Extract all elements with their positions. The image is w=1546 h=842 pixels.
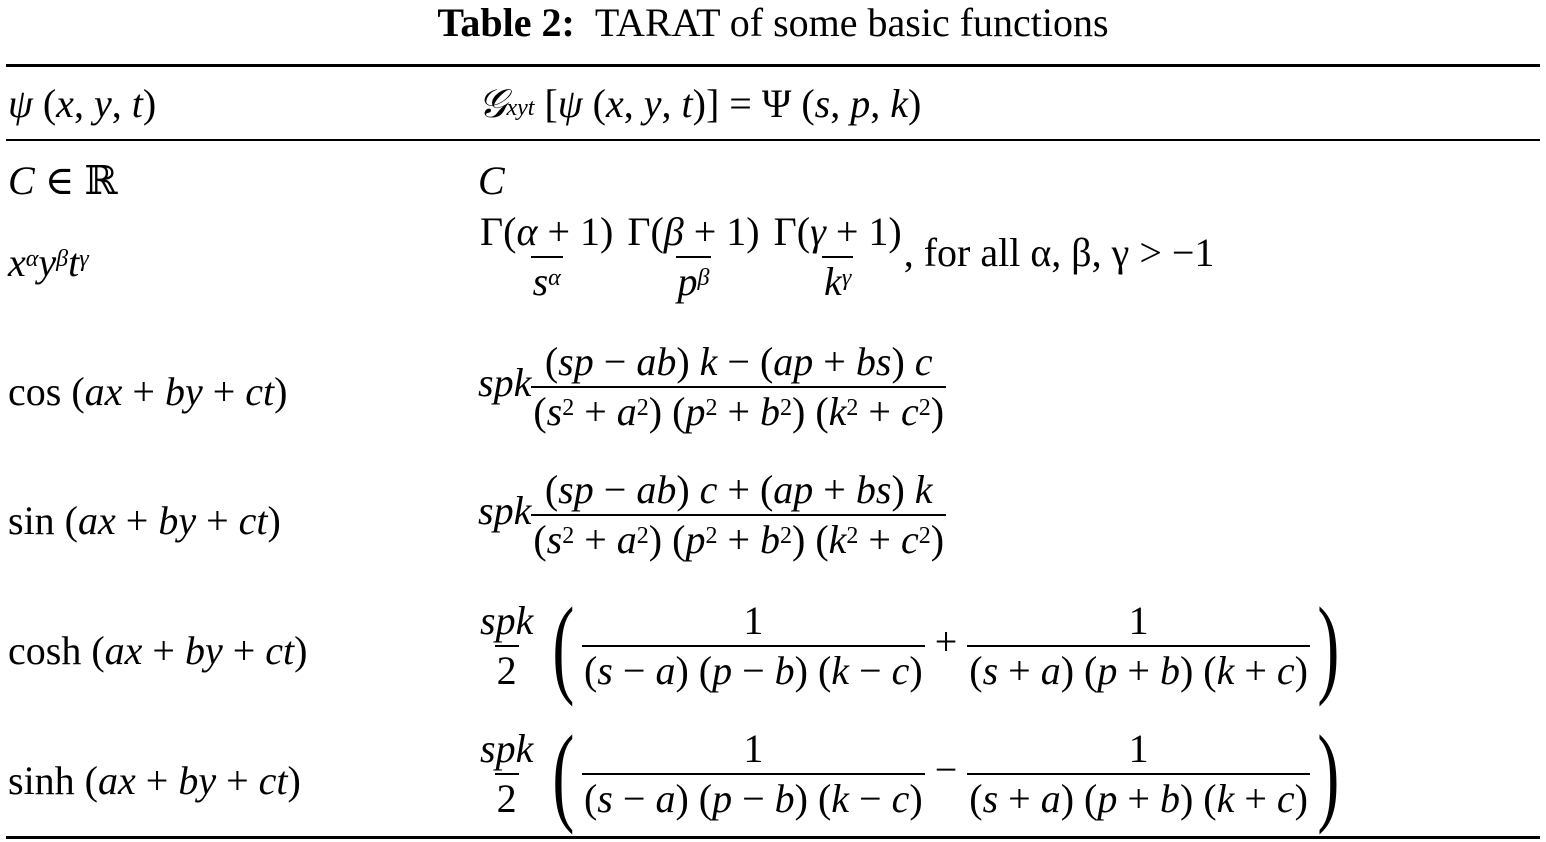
caption-label: Table 2:: [437, 0, 575, 45]
header-right: 𝒢xyt [ψ (x, y, t)] = Ψ (s, p, k): [478, 81, 922, 126]
table-caption: [0, 0, 1546, 46]
row-sinh-right: $\frac{\text{spk}}{2}$ ( $\frac{1}{(s - a) (p - b) (k - c)}$ − $\frac{1}{(s + a) (p + b) (k + c)}$ ): [480, 713, 1340, 835]
row-cosh-right: $\frac{\text{spk}}{2}$ ( $\frac{1}{(s - a) (p - b) (k - c)}$ + $\frac{1}{(s + a) (p + b) (k + c)}$ ): [480, 585, 1340, 707]
row-sin-left: sin (ax + by + ct): [8, 498, 281, 543]
row-cos-right: spk $\frac{(sp - ab) k - (ap + bs) c}{(s^2 + a^2) (p^2 + b^2) (k^2 + c^2)}$: [478, 339, 945, 434]
row-cosh-left: cosh (ax + by + ct): [8, 628, 308, 673]
header-left: ψ (x, y, t): [8, 81, 157, 126]
header-rule: [6, 139, 1540, 141]
bottom-rule: [6, 836, 1540, 839]
condition-text: , for all α, β, γ > −1: [903, 230, 1215, 276]
row-constant-left: C ∈ ℝ: [8, 158, 118, 203]
row-sinh-left: sinh (ax + by + ct): [8, 758, 301, 803]
row-sin-right: spk $\frac{(sp - ab) c + (ap + bs) k}{(s^2 + a^2) (p^2 + b^2) (k^2 + c^2)}$: [478, 467, 945, 562]
row-constant-right: C: [478, 158, 505, 203]
caption-text: TARAT of some basic functions: [594, 0, 1109, 45]
row-cos-left: cos (ax + by + ct): [8, 369, 288, 414]
top-rule: [6, 64, 1540, 67]
row-power-right: $\frac{\Gamma(\alpha + 1)}{s^\alpha}$ $\frac{\Gamma(\beta + 1)}{p^\beta}$ $\frac{\Gamma(\gamma + 1)}{k^\gamma}$ , for all α, β, γ > −1: [480, 209, 1215, 304]
row-power-left: $x^\alpha y^\beta t^\gamma$: [8, 240, 89, 285]
